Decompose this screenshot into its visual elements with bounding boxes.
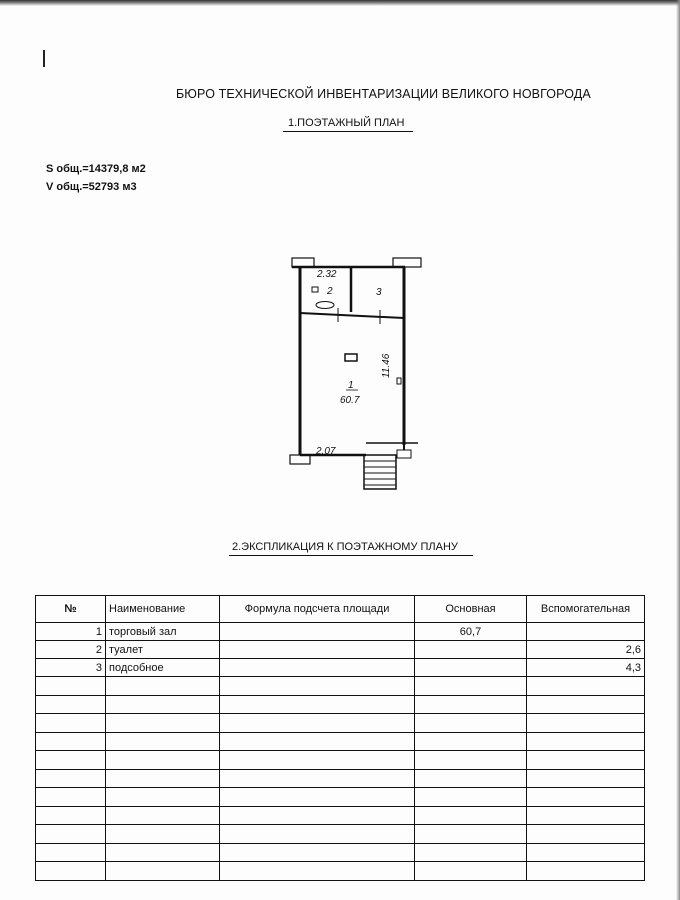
fixture-box [345, 354, 357, 361]
cell-empty [415, 825, 527, 844]
cell-empty [106, 788, 220, 807]
bureau-title: БЮРО ТЕХНИЧЕСКОЙ ИНВЕНТАРИЗАЦИИ ВЕЛИКОГО НОВГОРОДА [176, 87, 591, 101]
section2-title: 2.ЭКСПЛИКАЦИЯ К ПОЭТАЖНОМУ ПЛАНУ [232, 541, 458, 553]
cell-empty [220, 677, 415, 696]
cell-empty [36, 732, 106, 751]
table-row-empty [36, 677, 645, 696]
table-row-empty [36, 732, 645, 751]
sink-icon [312, 287, 318, 292]
cell-empty [415, 862, 527, 881]
cell-name: туалет [106, 641, 220, 659]
table-row-empty [36, 714, 645, 733]
dim-bottom: 2.07 [316, 446, 336, 457]
margin-mark [43, 50, 45, 67]
cell-empty [527, 843, 645, 862]
cell-empty [415, 732, 527, 751]
cell-empty [106, 677, 220, 696]
cell-empty [220, 751, 415, 770]
cell-empty [220, 695, 415, 714]
cell-formula [220, 659, 415, 677]
cell-empty [527, 788, 645, 807]
cell-aux [527, 623, 645, 641]
cell-empty [220, 862, 415, 881]
cell-empty [106, 751, 220, 770]
cell-empty [106, 695, 220, 714]
cell-empty [220, 714, 415, 733]
cell-empty [106, 825, 220, 844]
cell-empty [527, 825, 645, 844]
room3-number: 3 [376, 287, 382, 298]
cell-empty [527, 769, 645, 788]
cell-num: 3 [36, 659, 106, 677]
room2-number: 2 [327, 286, 333, 297]
partition-horizontal [300, 313, 404, 318]
cell-aux: 4,3 [527, 659, 645, 677]
cell-name: торговый зал [106, 623, 220, 641]
cell-empty [36, 714, 106, 733]
fixture-small [397, 378, 401, 384]
cell-empty [527, 677, 645, 696]
cell-empty [220, 843, 415, 862]
cell-empty [415, 769, 527, 788]
toilet-icon [316, 302, 334, 309]
table-row [36, 623, 645, 641]
cell-main [415, 659, 527, 677]
cell-empty [106, 769, 220, 788]
cell-empty [36, 862, 106, 881]
dim-side: 11.46 [381, 353, 392, 378]
table-row-empty [36, 843, 645, 862]
cell-empty [527, 806, 645, 825]
table-row-empty [36, 862, 645, 881]
table-row-empty [36, 695, 645, 714]
header-aux: Вспомогательная [527, 596, 645, 623]
table-row-empty [36, 769, 645, 788]
cell-empty [36, 788, 106, 807]
cell-empty [415, 751, 527, 770]
table-row-empty [36, 806, 645, 825]
cell-empty [527, 862, 645, 881]
dim-top: 2.32 [317, 269, 337, 280]
header-main: Основная [415, 596, 527, 623]
scan-top-edge [0, 0, 680, 6]
cell-empty [220, 732, 415, 751]
scan-right-edge [676, 0, 680, 900]
cell-empty [527, 714, 645, 733]
floor-plan [280, 250, 430, 500]
section2-underline [229, 555, 473, 556]
total-volume: V общ.=52793 м3 [46, 181, 137, 193]
total-area: S общ.=14379,8 м2 [46, 163, 146, 175]
cell-formula [220, 623, 415, 641]
cell-empty [36, 806, 106, 825]
cell-empty [36, 769, 106, 788]
table-row [36, 659, 645, 677]
cell-num: 2 [36, 641, 106, 659]
cell-formula [220, 641, 415, 659]
top-wall-left [292, 258, 314, 267]
top-wall-right [393, 258, 421, 267]
cell-empty [415, 843, 527, 862]
cell-empty [220, 825, 415, 844]
cell-empty [415, 677, 527, 696]
cell-main [415, 641, 527, 659]
cell-empty [220, 788, 415, 807]
cell-empty [220, 806, 415, 825]
table-row-empty [36, 788, 645, 807]
cell-empty [106, 732, 220, 751]
cell-num: 1 [36, 623, 106, 641]
header-num: № [36, 596, 106, 623]
cell-empty [527, 695, 645, 714]
room1-number: 1 [348, 380, 354, 391]
stairs [364, 455, 396, 489]
cell-empty [36, 677, 106, 696]
cell-empty [527, 732, 645, 751]
cell-empty [106, 806, 220, 825]
cell-empty [36, 751, 106, 770]
table-row-empty [36, 751, 645, 770]
cell-name: подсобное [106, 659, 220, 677]
cell-main: 60,7 [415, 623, 527, 641]
cell-empty [106, 843, 220, 862]
cell-empty [415, 806, 527, 825]
cell-empty [36, 843, 106, 862]
header-name: Наименование [106, 596, 220, 623]
cell-empty [415, 788, 527, 807]
explication-table [35, 595, 645, 881]
table-header-row [36, 596, 645, 623]
entrance-block [397, 450, 411, 458]
section1-underline [283, 131, 413, 132]
table-row-empty [36, 825, 645, 844]
cell-empty [415, 695, 527, 714]
cell-empty [106, 714, 220, 733]
room1-area: 60.7 [340, 395, 360, 406]
cell-empty [220, 769, 415, 788]
cell-empty [106, 862, 220, 881]
cell-empty [415, 714, 527, 733]
bottom-wall-left [290, 455, 310, 464]
cell-empty [527, 751, 645, 770]
cell-aux: 2,6 [527, 641, 645, 659]
cell-empty [36, 695, 106, 714]
table-row [36, 641, 645, 659]
header-formula: Формула подсчета площади [220, 596, 415, 623]
cell-empty [36, 825, 106, 844]
section1-title: 1.ПОЭТАЖНЫЙ ПЛАН [288, 117, 405, 129]
